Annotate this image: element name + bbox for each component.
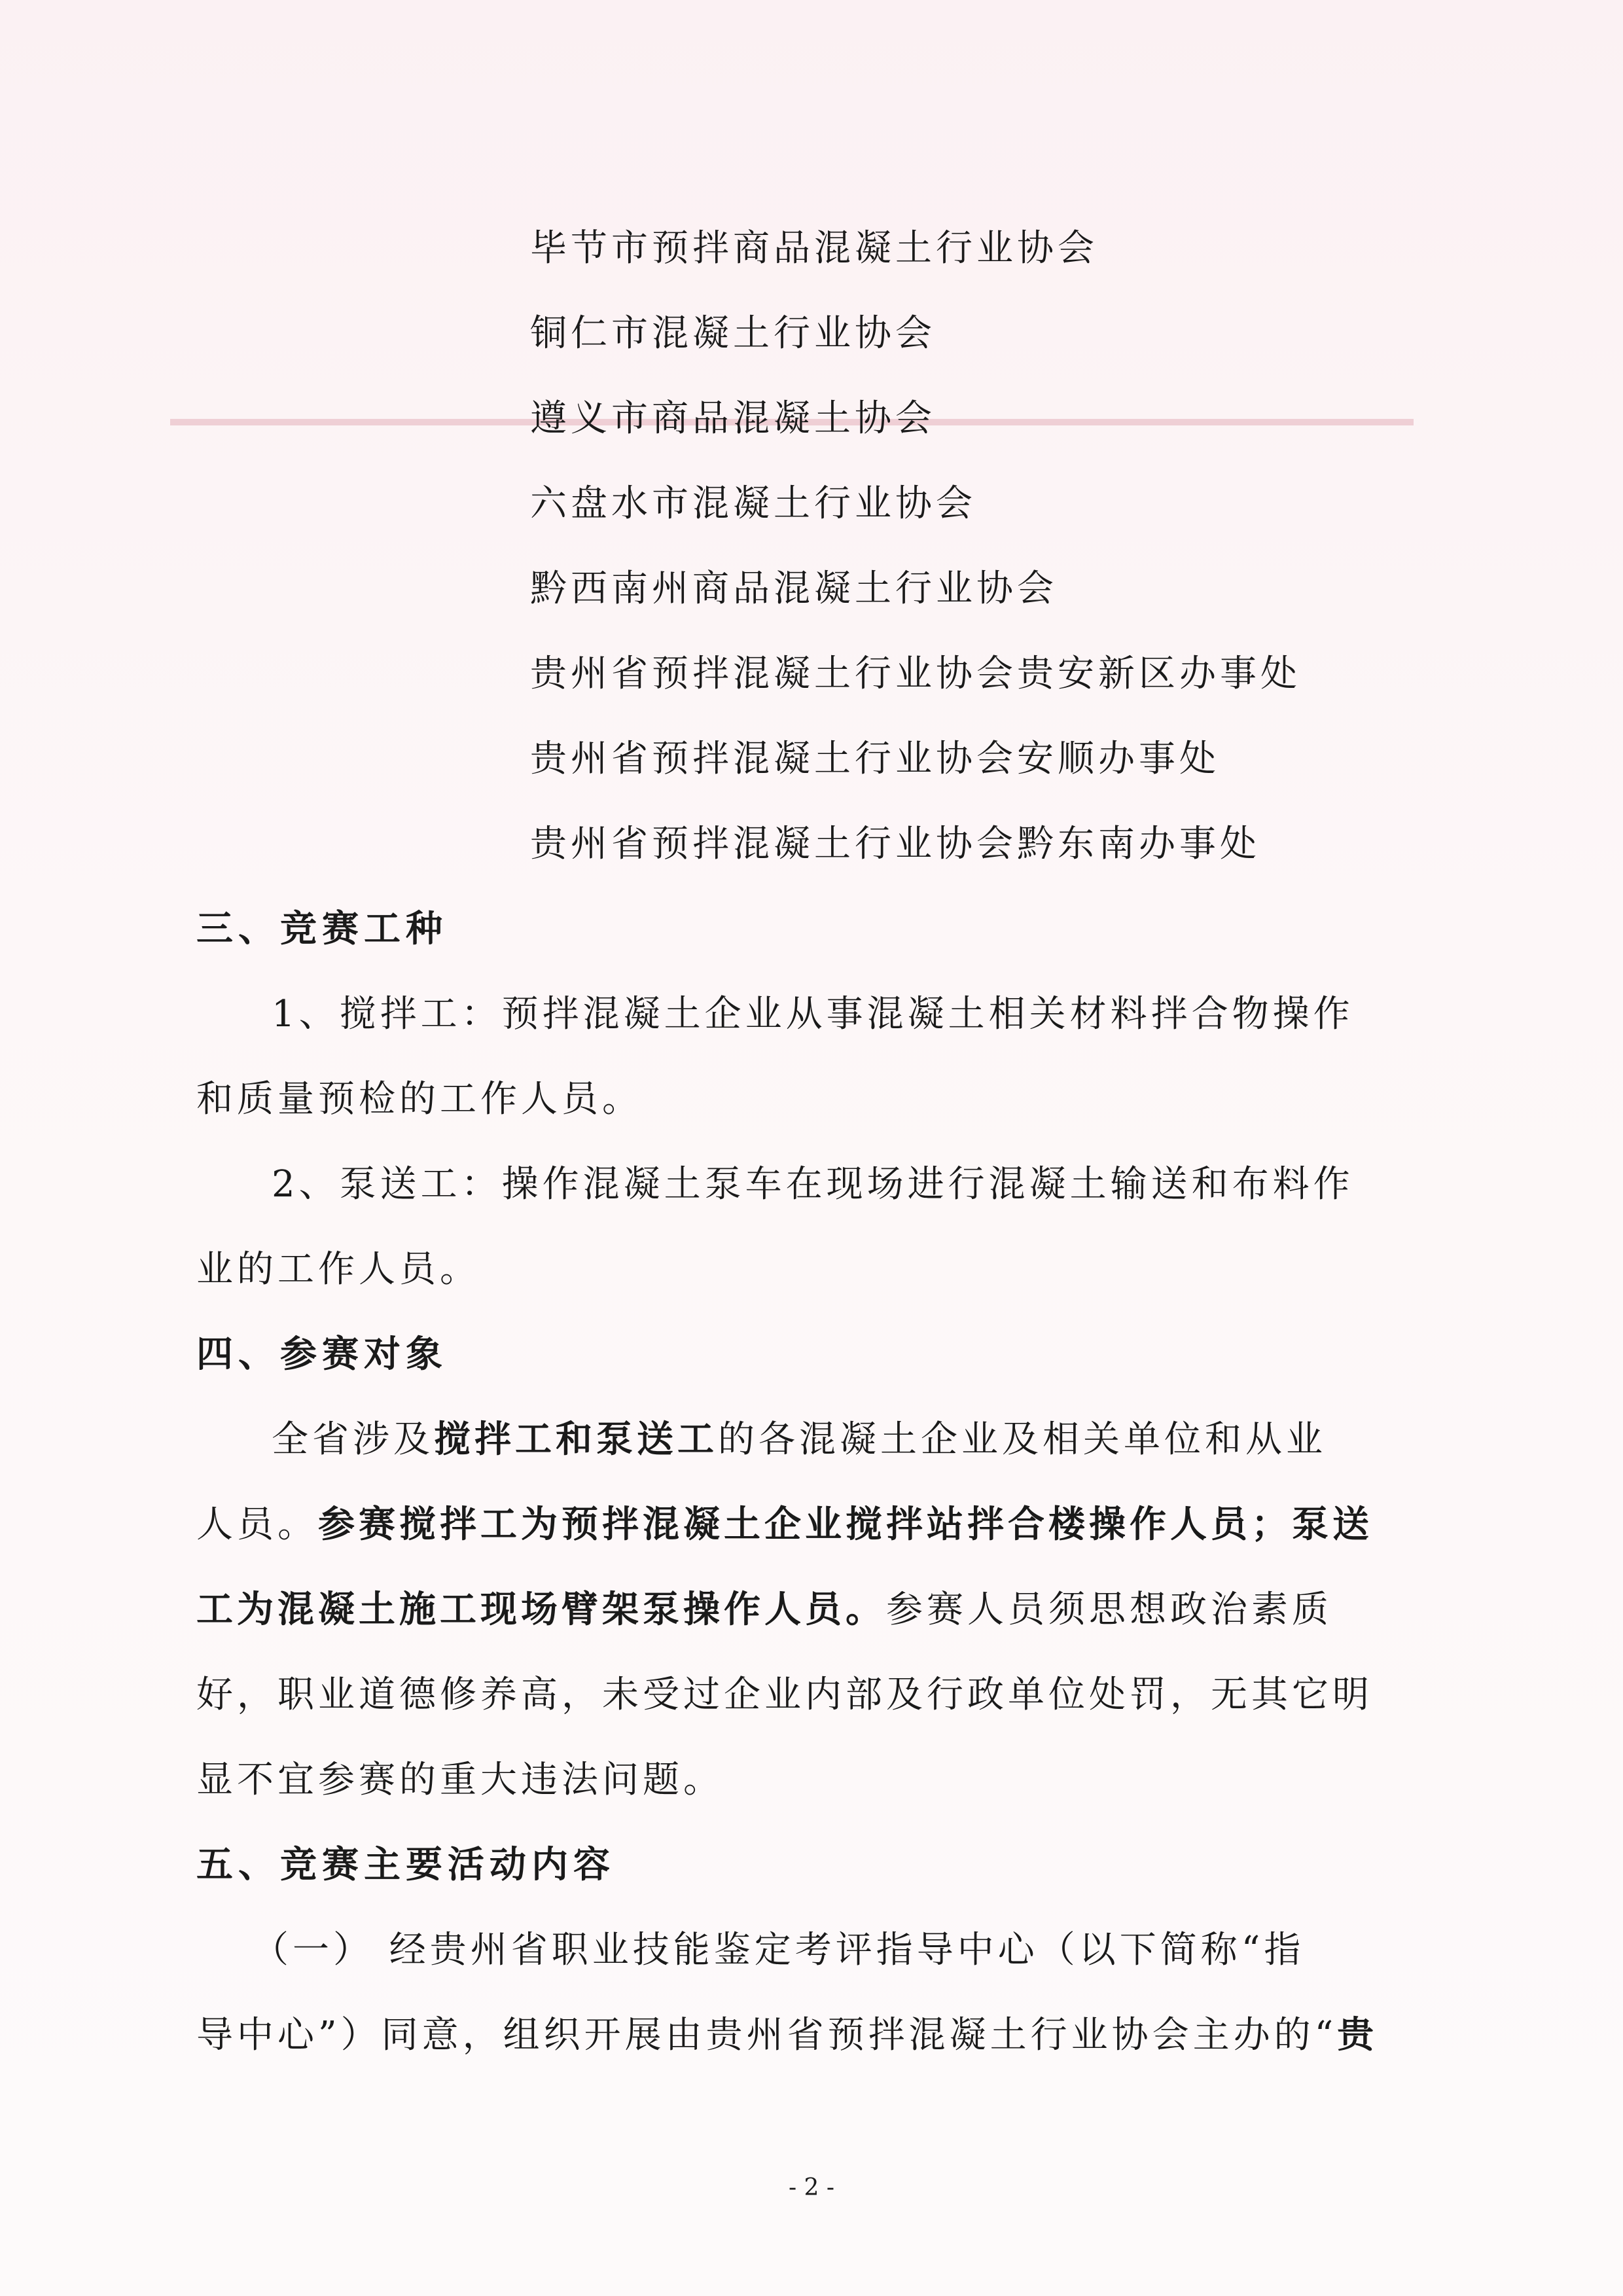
list-item: 铜仁市混凝土行业协会 [530,312,936,355]
list-item: 贵州省预拌混凝土行业协会贵安新区办事处 [530,653,1301,695]
section4-paragraph-line [196,1588,1332,1631]
section3-item2-line1: 2、泵送工：操作混凝土泵车在现场进行混凝土输送和布料作 [272,1163,1354,1206]
section4-paragraph-line: 显不宜参赛的重大违法问题。 [196,1759,724,1801]
list-item: 黔西南州商品混凝土行业协会 [530,567,1058,610]
section3-item2-line2: 业的工作人员。 [196,1248,480,1291]
text-run: 全省涉及 [272,1418,434,1461]
emphasized-text: 搅拌工和泵送工 [434,1418,718,1461]
list-item: 六盘水市混凝土行业协会 [530,482,976,525]
section-heading-4: 四、参赛对象 [196,1333,448,1376]
emphasized-text: 工为混凝土施工现场臂架泵操作人员。 [196,1588,886,1631]
section3-item1-line1: 1、搅拌工：预拌混凝土企业从事混凝土相关材料拌合物操作 [272,993,1354,1035]
text-run: 的各混凝土企业及相关单位和从业 [718,1418,1327,1461]
page-number: - 2 - [788,2174,835,2201]
emphasized-text: 参赛搅拌工为预拌混凝土企业搅拌站拌合楼操作人员；泵送 [318,1503,1373,1546]
section3-item1-line2: 和质量预检的工作人员。 [196,1078,643,1121]
text-run: 参赛人员须思想政治素质 [886,1588,1332,1631]
section5-line1: （一） 经贵州省职业技能鉴定考评指导中心（以下简称“指 [252,1929,1305,1971]
section-heading-5: 五、竞赛主要活动内容 [196,1844,615,1886]
section4-paragraph-line [196,1503,1373,1546]
section4-paragraph-line [272,1418,1327,1461]
text-run: 人员。 [196,1503,318,1546]
list-item: 贵州省预拌混凝土行业协会安顺办事处 [530,738,1220,780]
emphasized-text: 贵 [1337,2014,1378,2056]
list-item: 毕节市预拌商品混凝土行业协会 [530,227,1098,270]
section4-paragraph-line: 好，职业道德修养高，未受过企业内部及行政单位处罚，无其它明 [196,1674,1373,1716]
text-run: 导中心”）同意，组织开展由贵州省预拌混凝土行业协会主办的“ [196,2014,1338,2056]
list-item: 遵义市商品混凝土协会 [530,397,936,440]
list-item: 贵州省预拌混凝土行业协会黔东南办事处 [530,823,1260,865]
section5-line2 [196,2014,1378,2056]
section-heading-3: 三、竞赛工种 [196,908,448,950]
